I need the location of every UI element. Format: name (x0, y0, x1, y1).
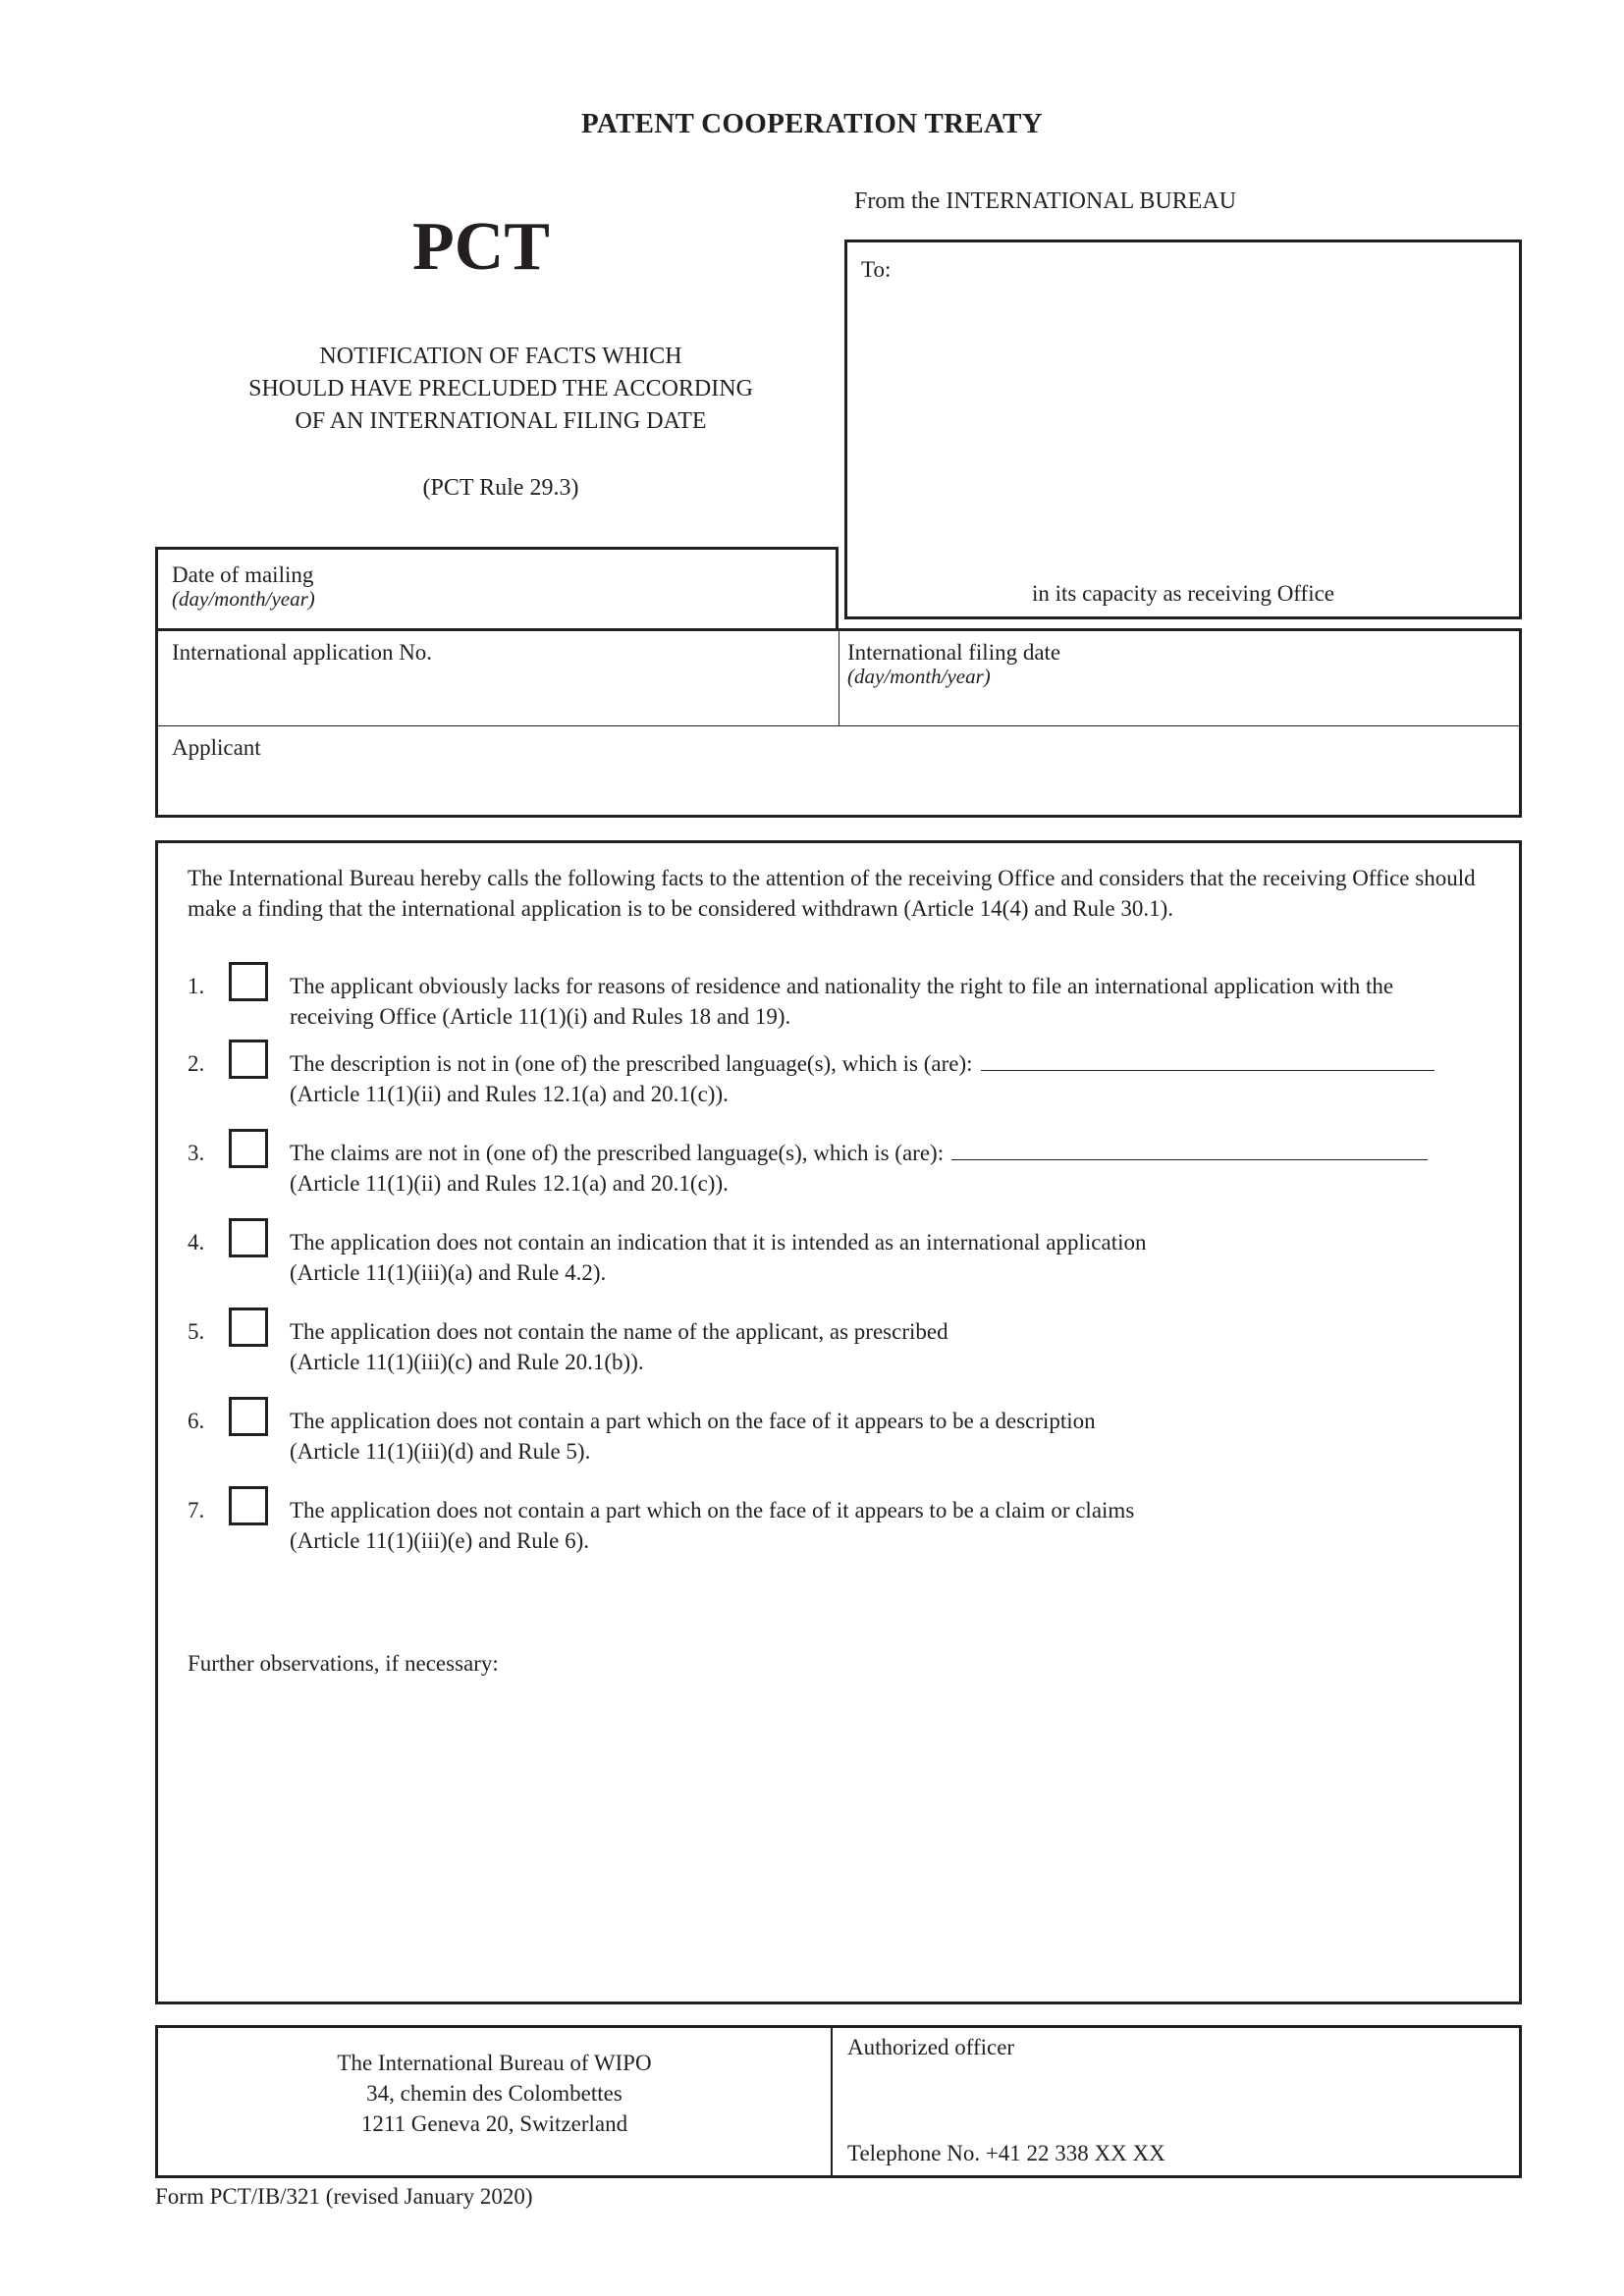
notification-title-line: SHOULD HAVE PRECLUDED THE ACCORDING (248, 376, 753, 401)
applicant-label: Applicant (172, 735, 261, 760)
language-input-line[interactable] (951, 1138, 1428, 1160)
item-number: 4. (188, 1230, 205, 1255)
telephone-number: Telephone No. +41 22 338 XX XX (847, 2141, 1165, 2165)
fact-checkbox-2[interactable] (229, 1040, 268, 1079)
item-text (290, 1138, 1507, 1199)
application-number-label: International application No. (172, 640, 433, 665)
facts-section (155, 840, 1522, 2004)
pct-heading: PCT (412, 209, 550, 285)
form-identifier: Form PCT/IB/321 (revised January 2020) (155, 2184, 533, 2209)
item-line: receiving Office (Article 11(1)(i) and Rules 18 and 19). (290, 1004, 791, 1029)
date-format-hint: (day/month/year) (847, 665, 991, 688)
capacity-label: in its capacity as receiving Office (1031, 581, 1335, 606)
date-of-mailing-field[interactable] (155, 547, 839, 631)
fact-checkbox-5[interactable] (229, 1308, 268, 1347)
item-text (290, 1406, 1507, 1467)
wipo-address (158, 2048, 831, 2139)
date-format-hint: (day/month/year) (172, 587, 315, 611)
item-number: 2. (188, 1051, 205, 1076)
application-details-box (155, 628, 1522, 818)
item-line-text: The description is not in (one of) the prescribed language(s), which is (are): (290, 1051, 973, 1076)
divider (831, 2028, 833, 2175)
rule-reference: (PCT Rule 29.3) (422, 475, 579, 501)
notification-title-line: OF AN INTERNATIONAL FILING DATE (295, 408, 707, 434)
item-line: (Article 11(1)(ii) and Rules 12.1(a) and 20.1(c)). (290, 1082, 729, 1106)
item-line: The application does not contain a part which on the face of it appears to be a claim or claims (290, 1498, 1135, 1522)
facts-intro: The International Bureau hereby calls the following facts to the attention of the receiving Office and considers that the receiving Office should make a finding that the international application is to be considered withdrawn (Article 14(4) and Rule 30.1). (188, 866, 1476, 921)
fact-checkbox-6[interactable] (229, 1397, 268, 1436)
item-line: (Article 11(1)(ii) and Rules 12.1(a) and 20.1(c)). (290, 1171, 729, 1196)
notification-title-line: NOTIFICATION OF FACTS WHICH (319, 344, 682, 369)
item-line: The applicant obviously lacks for reasons of residence and nationality the right to file an international application with the (290, 974, 1394, 998)
authorized-officer-label: Authorized officer (847, 2035, 1015, 2059)
date-of-mailing-label: Date of mailing (172, 562, 314, 587)
to-label: To: (861, 257, 892, 282)
recipient-box[interactable] (844, 240, 1522, 619)
filing-date-label: International filing date (847, 640, 1061, 665)
item-line (290, 1138, 1507, 1168)
from-label: From the INTERNATIONAL BUREAU (854, 188, 1237, 214)
item-number: 1. (188, 974, 205, 998)
item-text (290, 971, 1507, 1032)
item-line: (Article 11(1)(iii)(c) and Rule 20.1(b)). (290, 1350, 644, 1374)
item-text (290, 1048, 1507, 1109)
item-line: (Article 11(1)(iii)(e) and Rule 6). (290, 1528, 590, 1553)
item-number: 3. (188, 1141, 205, 1165)
footer-box (155, 2025, 1522, 2178)
fact-checkbox-7[interactable] (229, 1486, 268, 1525)
item-text (290, 1227, 1507, 1288)
item-line: The application does not contain an indication that it is intended as an international application (290, 1230, 1147, 1255)
fact-checkbox-4[interactable] (229, 1218, 268, 1257)
form-title: PATENT COOPERATION TREATY (581, 108, 1043, 139)
item-number: 5. (188, 1319, 205, 1344)
divider (158, 725, 1519, 726)
item-text (290, 1316, 1507, 1377)
item-line-text: The claims are not in (one of) the prescribed language(s), which is (are): (290, 1141, 945, 1165)
language-input-line[interactable] (981, 1048, 1435, 1071)
fact-checkbox-3[interactable] (229, 1129, 268, 1168)
item-line (290, 1048, 1507, 1079)
address-line: 1211 Geneva 20, Switzerland (360, 2111, 628, 2136)
notification-title (157, 341, 844, 438)
further-observations-label: Further observations, if necessary: (188, 1651, 499, 1676)
item-line: (Article 11(1)(iii)(a) and Rule 4.2). (290, 1260, 607, 1285)
item-text (290, 1495, 1507, 1556)
item-number: 6. (188, 1409, 205, 1433)
item-line: (Article 11(1)(iii)(d) and Rule 5). (290, 1439, 591, 1464)
item-line: The application does not contain a part which on the face of it appears to be a description (290, 1409, 1096, 1433)
address-line: 34, chemin des Colombettes (366, 2081, 623, 2106)
address-line: The International Bureau of WIPO (337, 2051, 652, 2075)
item-number: 7. (188, 1498, 205, 1522)
fact-checkbox-1[interactable] (229, 962, 268, 1001)
item-line: The application does not contain the name of the applicant, as prescribed (290, 1319, 948, 1344)
